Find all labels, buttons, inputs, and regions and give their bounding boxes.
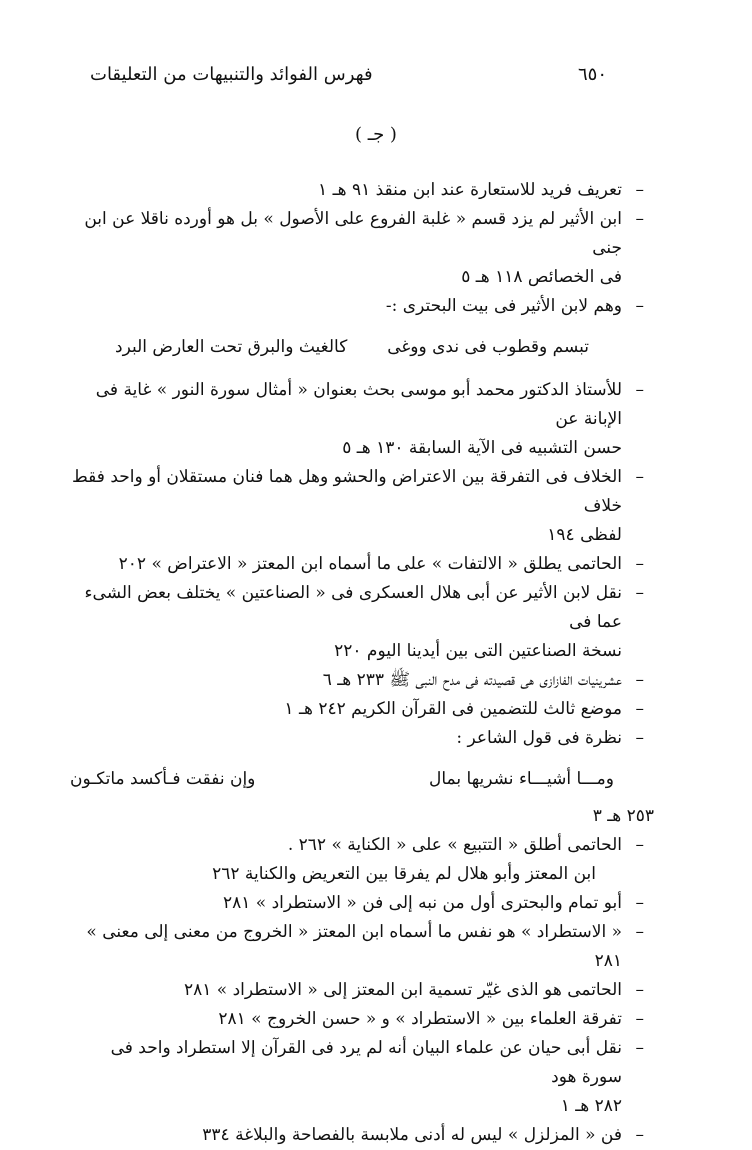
dash-marker: – xyxy=(635,467,644,487)
verse-hemistich-second: كالغيث والبرق تحت العارض البرد xyxy=(115,337,348,357)
list-item xyxy=(70,579,644,637)
verse-hemistich-second: وإن نفقت فـأكسد ماتكـون xyxy=(70,769,256,789)
dash-marker: – xyxy=(635,583,644,603)
list-item xyxy=(70,1005,644,1034)
dash-marker: – xyxy=(635,728,644,748)
list-item xyxy=(70,376,644,434)
dash-marker: – xyxy=(635,699,644,719)
dash-marker: – xyxy=(635,296,644,316)
section-title: ( جـ ) xyxy=(355,124,397,145)
verse-hemistich-first: تبسم وقطوب فى ندى ووغى xyxy=(387,337,589,357)
entry-text: عشرينيات الفازازى هى قصيدته فى مدح النبى ﷺ ٢٣٣ هـ ٦ xyxy=(322,670,622,690)
list-item xyxy=(70,550,644,579)
entry-text: الخلاف فى التفرقة بين الاعتراض والحشو وهل هما فنان مستقلان أو واحد فقط خلاف xyxy=(72,467,622,516)
entry-list xyxy=(70,176,654,1150)
entry-text: فن « المزلزل » ليس له أدنى ملابسة بالفصاحة والبلاغة ٣٣٤ xyxy=(202,1125,622,1145)
verse-hemistich-first: ومـــا أشيـــاء نشريها بمال xyxy=(429,769,614,789)
entry-text: أبو تمام والبحترى أول من نبه إلى فن « الاستطراد » ٢٨١ xyxy=(222,893,622,913)
list-item xyxy=(70,1121,644,1150)
page-number: ٦٥٠ xyxy=(577,64,607,85)
list-item xyxy=(70,292,644,321)
entry-continuation: حسن التشبيه فى الآية السابقة ١٣٠ هـ ٥ xyxy=(342,438,622,458)
dash-marker: – xyxy=(635,380,644,400)
list-item xyxy=(70,1034,644,1092)
list-item xyxy=(70,976,644,1005)
dash-marker: – xyxy=(635,180,644,200)
dash-marker: – xyxy=(635,835,644,855)
list-item xyxy=(70,724,644,753)
dash-marker: – xyxy=(635,1009,644,1029)
entry-text: نقل لابن الأثير عن أبى هلال العسكرى فى « الصناعتين » يختلف بعض الشىء عما فى xyxy=(84,583,622,632)
entry-text: للأستاذ الدكتور محمد أبو موسى بحث بعنوان « أمثال سورة النور » غاية فى الإبانة عن xyxy=(95,380,622,429)
list-item xyxy=(70,666,644,695)
dash-marker: – xyxy=(635,980,644,1000)
dash-marker: – xyxy=(635,554,644,574)
dash-marker: – xyxy=(635,1038,644,1058)
entry-text: الحاتمى يطلق « الالتفات » على ما أسماه ابن المعتز « الاعتراض » ٢٠٢ xyxy=(118,554,622,574)
entry-text: نقل أبى حيان عن علماء البيان أنه لم يرد فى القرآن إلا استطراد واحد فى سورة هود xyxy=(110,1038,622,1087)
entry-continuation: نسخة الصناعتين التى بين أيدينا اليوم ٢٢٠ xyxy=(334,641,622,661)
list-item xyxy=(70,889,644,918)
entry-text: تعريف فريد للاستعارة عند ابن منقذ ٩١ هـ ١ xyxy=(318,180,622,200)
dash-marker: – xyxy=(635,1125,644,1145)
entry-text: وهم لابن الأثير فى بيت البحترى :- xyxy=(385,296,622,316)
page-header xyxy=(90,64,607,85)
verse-line xyxy=(70,325,644,370)
entry-continuation: ابن المعتز وأبو هلال لم يفرقا بين التعريض والكناية ٢٦٢ xyxy=(212,864,596,884)
list-item xyxy=(70,463,644,521)
verse-reference: ٢٥٣ هـ ٣ xyxy=(592,806,654,826)
entry-text: تفرقة العلماء بين « الاستطراد » و « حسن الخروج » ٢٨١ xyxy=(218,1009,622,1029)
list-item xyxy=(70,918,644,976)
entry-continuation: فى الخصائص ١١٨ هـ ٥ xyxy=(461,267,622,287)
list-item xyxy=(70,695,644,724)
verse-line xyxy=(70,757,644,802)
entry-continuation: لفظى ١٩٤ xyxy=(547,525,622,545)
entry-continuation: ٢٨٢ هـ ١ xyxy=(560,1096,622,1116)
list-item xyxy=(70,205,644,263)
list-item xyxy=(70,831,644,860)
dash-marker: – xyxy=(635,922,644,942)
list-item xyxy=(70,176,644,205)
dash-marker: – xyxy=(635,893,644,913)
entry-text: ابن الأثير لم يزد قسم « غلبة الفروع على الأصول » بل هو أورده ناقلا عن ابن جنى xyxy=(84,209,622,258)
dash-marker: – xyxy=(635,670,644,690)
entry-text: الحاتمى هو الذى غيّر تسمية ابن المعتز إلى « الاستطراد » ٢٨١ xyxy=(183,980,622,1000)
entry-text: موضع ثالث للتضمين فى القرآن الكريم ٢٤٢ هـ ١ xyxy=(284,699,622,719)
dash-marker: – xyxy=(635,209,644,229)
entry-text: نظرة فى قول الشاعر : xyxy=(456,728,622,748)
entry-text: « الاستطراد » هو نفس ما أسماه ابن المعتز « الخروج من معنى إلى معنى » ٢٨١ xyxy=(86,922,622,971)
page-title: فهرس الفوائد والتنبيهات من التعليقات xyxy=(90,64,373,85)
entry-text: الحاتمى أطلق « التتبيع » على « الكناية » ٢٦٢ . xyxy=(287,835,622,855)
